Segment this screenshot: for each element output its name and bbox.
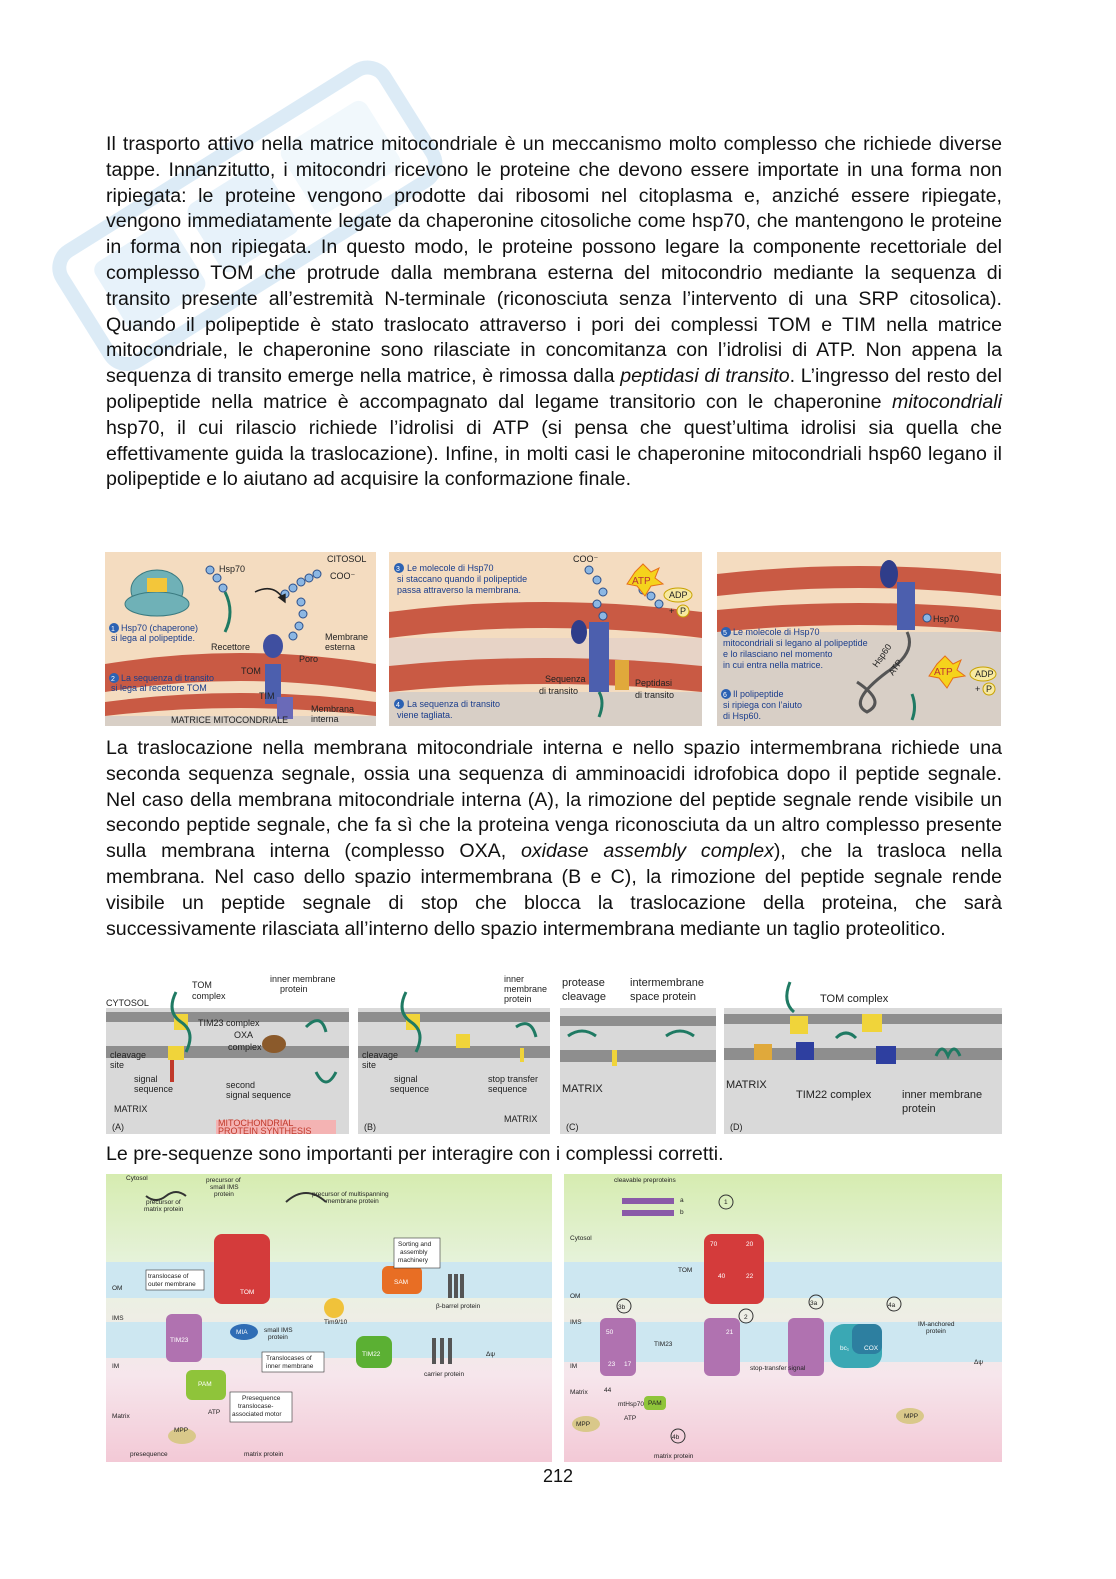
page-number: 212 bbox=[542, 1466, 574, 1486]
svg-text:si lega al polipeptide.: si lega al polipeptide. bbox=[111, 633, 196, 643]
svg-text:viene tagliata.: viene tagliata. bbox=[397, 710, 453, 720]
svg-text:sequence: sequence bbox=[488, 1084, 528, 1094]
svg-text:COO⁻: COO⁻ bbox=[330, 571, 356, 581]
svg-text:site: site bbox=[110, 1060, 125, 1070]
svg-text:machinery: machinery bbox=[398, 1257, 428, 1264]
svg-text:IMS: IMS bbox=[112, 1315, 124, 1322]
svg-text:44: 44 bbox=[604, 1387, 612, 1394]
figure3-import-pathways-right bbox=[564, 1174, 1002, 1462]
svg-text:cleavage: cleavage bbox=[362, 1050, 399, 1060]
svg-text:MATRIX: MATRIX bbox=[726, 1079, 767, 1091]
svg-text:outer membrane: outer membrane bbox=[148, 1281, 196, 1288]
svg-text:COO⁻: COO⁻ bbox=[573, 554, 599, 564]
svg-text:translocase of: translocase of bbox=[148, 1273, 189, 1280]
svg-text:presequence: presequence bbox=[130, 1451, 168, 1458]
svg-text:mtHsp70: mtHsp70 bbox=[618, 1401, 645, 1408]
svg-text:protein: protein bbox=[504, 994, 532, 1004]
svg-text:TOM: TOM bbox=[678, 1267, 693, 1274]
svg-text:carrier protein: carrier protein bbox=[424, 1371, 465, 1378]
svg-text:si lega al recettore TOM: si lega al recettore TOM bbox=[111, 683, 207, 693]
svg-text:21: 21 bbox=[726, 1329, 734, 1336]
svg-text:TIM23: TIM23 bbox=[170, 1337, 189, 1344]
svg-text:protease: protease bbox=[562, 977, 605, 989]
svg-text:passa attraverso la membrana.: passa attraverso la membrana. bbox=[397, 585, 522, 595]
svg-text:di transito: di transito bbox=[635, 690, 675, 700]
svg-text:stop transfer: stop transfer bbox=[488, 1074, 539, 1084]
svg-text:La sequenza di transito: La sequenza di transito bbox=[407, 699, 501, 709]
svg-text:complex: complex bbox=[228, 1042, 262, 1052]
svg-text:Cytosol: Cytosol bbox=[570, 1235, 592, 1242]
svg-text:5: 5 bbox=[723, 630, 727, 637]
svg-text:membrane: membrane bbox=[504, 984, 548, 994]
svg-text:signal: signal bbox=[134, 1074, 158, 1084]
svg-text:MPP: MPP bbox=[576, 1421, 591, 1428]
svg-text:Matrix: Matrix bbox=[570, 1389, 588, 1396]
svg-text:MATRICE MITOCONDRIALE: MATRICE MITOCONDRIALE bbox=[171, 715, 289, 725]
paragraph-transport: Il trasporto attivo nella matrice mitocondriale è un meccanismo molto complesso che richiede diverse tappe. Innanzitutto, i mitocondri ricevono le proteine che devono essere importate in una forma non ripiegata: le proteine vengono prodotte dai ribosomi nel citoplasma e, anziché essere ripiegate, vengono immediatamente legate da chaperonine citosoliche come hsp70, che mantengono le proteine in forma non ripiegata. In questo modo, le proteine possono legare la componente recettoriale del complesso TOM che protrude dalla membrana esterna del mitocondrio mediante la sequenza di transito presente all’estremità N-terminale (riconosciuta senza l’intervento di una SRP citosolica). Quando il polipeptide è stato traslocato attraverso i pori dei complessi TOM e TIM nella matrice mitocondriale, le chaperonine sono rilasciate in concomitanza con l’idrolisi di ATP. Non appena la sequenza di transito emerge nella matrice, è rimossa dalla peptidasi di transito. L’ingresso del resto del polipeptide nella matrice è accompagnato dal legame transitorio con le chaperonine mitocondriali hsp70, il cui rilascio richiede l’idrolisi di ATP (si pensa che quest’ultima idrolisi sia quella che effettivamente guida la traslocazione). Infine, in molti casi le chaperonine mitocondriali hsp60 legano il polipeptide e lo aiutano ad acquisire la conformazione finale. bbox=[106, 133, 1002, 491]
svg-text:a: a bbox=[680, 1197, 684, 1204]
svg-text:TIM22: TIM22 bbox=[362, 1351, 381, 1358]
svg-text:OXA: OXA bbox=[234, 1030, 254, 1040]
svg-text:1: 1 bbox=[724, 1199, 728, 1206]
svg-text:2: 2 bbox=[111, 676, 115, 683]
figure3-import-pathways-left bbox=[106, 1174, 552, 1462]
svg-text:CYTOSOL: CYTOSOL bbox=[106, 998, 149, 1008]
svg-text:protein: protein bbox=[902, 1103, 936, 1115]
svg-text:MATRIX: MATRIX bbox=[504, 1114, 538, 1124]
svg-text:precursor of multispanning: precursor of multispanning bbox=[312, 1191, 389, 1198]
svg-text:3: 3 bbox=[396, 566, 400, 573]
svg-text:TIM23 complex: TIM23 complex bbox=[198, 1018, 260, 1028]
svg-text:Il polipeptide: Il polipeptide bbox=[733, 689, 784, 699]
svg-text:Presequence: Presequence bbox=[242, 1395, 281, 1402]
svg-text:b: b bbox=[680, 1209, 684, 1216]
svg-text:TIM: TIM bbox=[259, 691, 275, 701]
svg-text:SAM: SAM bbox=[394, 1279, 409, 1286]
svg-text:bc₁: bc₁ bbox=[840, 1345, 850, 1352]
svg-text:protein: protein bbox=[214, 1191, 234, 1198]
svg-text:inner membrane: inner membrane bbox=[270, 974, 336, 984]
svg-text:e lo rilasciano nel momento: e lo rilasciano nel momento bbox=[723, 649, 833, 659]
svg-text:second: second bbox=[226, 1080, 256, 1090]
svg-text:(B): (B) bbox=[364, 1122, 376, 1132]
svg-text:20: 20 bbox=[746, 1241, 754, 1248]
svg-text:sequence: sequence bbox=[134, 1084, 174, 1094]
svg-text:Δψ: Δψ bbox=[974, 1359, 983, 1366]
paragraph-inner-membrane: La traslocazione nella membrana mitocondriale interna e nello spazio intermembrana richiede una seconda sequenza segnale, ossia una sequenza di amminoacidi idrofobica dopo il peptide segnale. Nel caso della membrana mitocondriale interna (A), la rimozione del peptide segnale rende visibile un secondo peptide segnale, che fa sì che la proteina venga riconosciuta da un altro complesso presente sulla membrana interna (complesso OXA, oxidase assembly complex), che la trasloca nella membrana. Nel caso dello spazio intermembrana (B e C), la rimozione del peptide segnale rende visibile un peptide segnale di stop che blocca la traslocazione della proteina, che sarà successivamente rilasciata all’interno dello spazio intermembrana mediante un taglio proteolitico. bbox=[106, 737, 1002, 940]
svg-text:interna: interna bbox=[311, 714, 339, 724]
svg-text:TOM: TOM bbox=[240, 1289, 255, 1296]
svg-text:P: P bbox=[986, 684, 993, 694]
svg-text:40: 40 bbox=[718, 1273, 726, 1280]
svg-text:cleavable preproteins: cleavable preproteins bbox=[614, 1177, 676, 1184]
svg-text:TOM: TOM bbox=[192, 980, 212, 990]
svg-text:protein: protein bbox=[268, 1334, 288, 1341]
svg-text:Matrix: Matrix bbox=[112, 1413, 130, 1420]
svg-text:Sequenza: Sequenza bbox=[545, 674, 586, 684]
svg-text:70: 70 bbox=[710, 1241, 718, 1248]
svg-text:MPP: MPP bbox=[174, 1427, 189, 1434]
svg-text:TIM22 complex: TIM22 complex bbox=[796, 1089, 872, 1101]
svg-text:ATP: ATP bbox=[632, 576, 651, 587]
svg-text:signal sequence: signal sequence bbox=[226, 1090, 292, 1100]
svg-text:IMS: IMS bbox=[570, 1319, 582, 1326]
svg-text:membrane protein: membrane protein bbox=[326, 1198, 379, 1205]
figure1-panel3 bbox=[717, 552, 1001, 726]
svg-text:Hsp70: Hsp70 bbox=[219, 564, 246, 574]
svg-text:small IMS: small IMS bbox=[264, 1327, 293, 1334]
svg-text:(A): (A) bbox=[112, 1122, 124, 1132]
svg-text:ADP: ADP bbox=[975, 669, 994, 679]
svg-text:23: 23 bbox=[608, 1361, 616, 1368]
svg-text:associated motor: associated motor bbox=[232, 1411, 282, 1418]
svg-text:Translocases of: Translocases of bbox=[266, 1355, 312, 1362]
svg-text:TOM complex: TOM complex bbox=[820, 993, 889, 1005]
svg-text:β-barrel protein: β-barrel protein bbox=[436, 1303, 481, 1310]
svg-text:MITOCHONDRIAL: MITOCHONDRIAL bbox=[218, 1118, 294, 1128]
svg-text:La sequenza di transito: La sequenza di transito bbox=[121, 673, 215, 683]
svg-text:ADP: ADP bbox=[669, 590, 688, 600]
svg-text:Hsp60: Hsp60 bbox=[870, 642, 894, 670]
svg-text:ATP: ATP bbox=[934, 667, 953, 678]
svg-text:cleavage: cleavage bbox=[110, 1050, 147, 1060]
svg-text:3a: 3a bbox=[810, 1300, 818, 1307]
svg-text:Le molecole di Hsp70: Le molecole di Hsp70 bbox=[733, 627, 820, 637]
svg-text:IM: IM bbox=[570, 1363, 578, 1370]
svg-text:Sorting and: Sorting and bbox=[398, 1241, 432, 1248]
svg-text:inner membrane: inner membrane bbox=[266, 1363, 314, 1370]
svg-text:COX: COX bbox=[864, 1345, 879, 1352]
svg-text:4b: 4b bbox=[672, 1434, 680, 1441]
svg-text:1: 1 bbox=[111, 626, 115, 633]
svg-text:complex: complex bbox=[192, 991, 226, 1001]
svg-text:protein: protein bbox=[280, 984, 308, 994]
svg-text:17: 17 bbox=[624, 1361, 632, 1368]
svg-text:Hsp70: Hsp70 bbox=[933, 614, 960, 624]
svg-text:+: + bbox=[669, 606, 675, 616]
svg-text:inner membrane: inner membrane bbox=[902, 1089, 983, 1101]
svg-text:esterna: esterna bbox=[325, 642, 356, 652]
figure2-sorting-pathways bbox=[106, 972, 1002, 1134]
svg-text:si staccano quando il polipept: si staccano quando il polipeptide bbox=[397, 574, 528, 584]
svg-text:MPP: MPP bbox=[904, 1413, 919, 1420]
figure2-panel-c bbox=[560, 977, 716, 1134]
svg-text:Membrane: Membrane bbox=[325, 632, 369, 642]
svg-text:Poro: Poro bbox=[299, 654, 319, 664]
figure1-panel2 bbox=[389, 552, 702, 726]
svg-text:2: 2 bbox=[744, 1314, 748, 1321]
svg-text:Peptidasi: Peptidasi bbox=[635, 678, 673, 688]
svg-text:(C): (C) bbox=[566, 1122, 579, 1132]
svg-text:di transito: di transito bbox=[539, 686, 579, 696]
svg-text:ATP: ATP bbox=[208, 1409, 221, 1416]
svg-text:Cytosol: Cytosol bbox=[126, 1175, 148, 1182]
svg-text:precursor of: precursor of bbox=[146, 1199, 181, 1206]
svg-text:OM: OM bbox=[112, 1285, 123, 1292]
svg-text:space protein: space protein bbox=[630, 991, 697, 1003]
svg-text:precursor of: precursor of bbox=[206, 1177, 241, 1184]
svg-text:IM-anchored: IM-anchored bbox=[918, 1321, 955, 1328]
caption-presequences: Le pre-sequenze sono importanti per interagire con i complessi corretti. bbox=[106, 1143, 724, 1165]
svg-text:3b: 3b bbox=[618, 1304, 626, 1311]
svg-text:TIM23: TIM23 bbox=[654, 1341, 673, 1348]
svg-text:Recettore: Recettore bbox=[211, 642, 251, 652]
svg-text:intermembrane: intermembrane bbox=[630, 977, 704, 989]
svg-text:Hsp70 (chaperone): Hsp70 (chaperone) bbox=[121, 623, 199, 633]
svg-text:TOM: TOM bbox=[241, 666, 261, 676]
svg-text:matrix protein: matrix protein bbox=[244, 1451, 284, 1458]
svg-text:(D): (D) bbox=[730, 1122, 743, 1132]
svg-text:4: 4 bbox=[396, 702, 400, 709]
svg-text:sequence: sequence bbox=[390, 1084, 430, 1094]
svg-text:site: site bbox=[362, 1060, 377, 1070]
svg-text:MIA: MIA bbox=[236, 1329, 248, 1336]
svg-text:PAM: PAM bbox=[648, 1400, 662, 1407]
svg-text:ATP: ATP bbox=[886, 657, 905, 678]
svg-text:P: P bbox=[680, 606, 687, 616]
svg-text:assembly: assembly bbox=[400, 1249, 428, 1256]
svg-text:matrix protein: matrix protein bbox=[654, 1453, 694, 1460]
svg-text:4a: 4a bbox=[888, 1302, 896, 1309]
svg-text:di Hsp60.: di Hsp60. bbox=[723, 711, 762, 721]
svg-text:small IMS: small IMS bbox=[210, 1184, 239, 1191]
svg-text:matrix protein: matrix protein bbox=[144, 1206, 184, 1213]
svg-text:signal: signal bbox=[394, 1074, 418, 1084]
svg-text:6: 6 bbox=[723, 692, 727, 699]
svg-text:Δψ: Δψ bbox=[486, 1351, 495, 1358]
svg-text:IM: IM bbox=[112, 1363, 120, 1370]
svg-text:CITOSOL: CITOSOL bbox=[327, 554, 367, 564]
svg-text:OM: OM bbox=[570, 1293, 581, 1300]
svg-text:PAM: PAM bbox=[198, 1381, 212, 1388]
svg-text:si ripiega con l’aiuto: si ripiega con l’aiuto bbox=[723, 700, 803, 710]
svg-text:cleavage: cleavage bbox=[562, 991, 607, 1003]
svg-text:50: 50 bbox=[606, 1329, 614, 1336]
svg-text:MATRIX: MATRIX bbox=[114, 1104, 148, 1114]
svg-text:in cui entra nella matrice.: in cui entra nella matrice. bbox=[723, 660, 824, 670]
svg-text:Le molecole di Hsp70: Le molecole di Hsp70 bbox=[407, 563, 494, 573]
svg-text:inner: inner bbox=[504, 974, 525, 984]
svg-text:ATP: ATP bbox=[624, 1415, 637, 1422]
svg-text:protein: protein bbox=[926, 1328, 946, 1335]
svg-text:PROTEIN SYNTHESIS: PROTEIN SYNTHESIS bbox=[218, 1126, 312, 1134]
figure1-panel1 bbox=[105, 552, 376, 726]
svg-text:translocase-: translocase- bbox=[238, 1403, 274, 1410]
svg-text:+: + bbox=[975, 684, 981, 694]
svg-text:mitocondriali si legano al pol: mitocondriali si legano al polipeptide bbox=[723, 638, 868, 648]
svg-text:22: 22 bbox=[746, 1273, 754, 1280]
svg-text:Tim9/10: Tim9/10 bbox=[324, 1319, 348, 1326]
svg-text:MATRIX: MATRIX bbox=[562, 1083, 603, 1095]
svg-text:Membrana: Membrana bbox=[311, 704, 355, 714]
svg-text:stop-transfer signal: stop-transfer signal bbox=[750, 1365, 806, 1372]
